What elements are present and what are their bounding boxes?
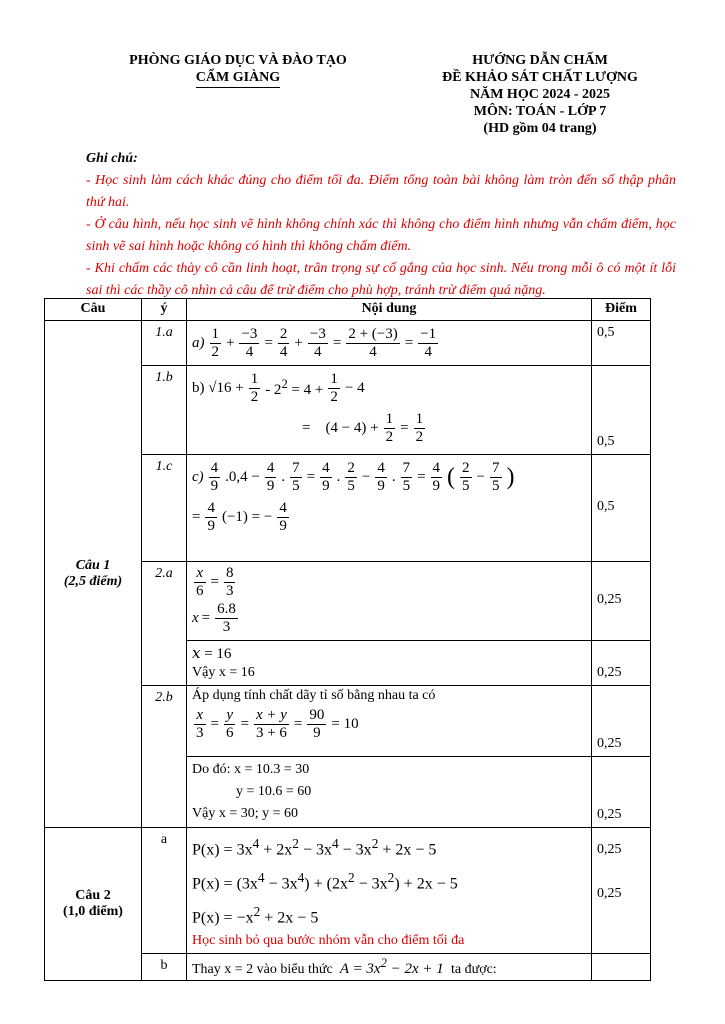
header-noi-dung: Nội dung [187,299,592,321]
content-2b-1 [187,686,592,757]
content-2b-2 [187,757,592,828]
content-1b [187,366,592,455]
content-1c [187,455,592,562]
content-2a-1 [187,562,592,641]
formula-c2a-line3: $P(x) = -x^2 + 2x - 5$ [192,903,319,926]
header-y: ý [142,299,187,321]
formula-1a: a) 1 2 + −3 4 = 2 4 + −3 4 = 2 + (−3) 4 = −1 4 [192,325,437,360]
header-diem: Điểm [592,299,651,321]
formula-1c-line1: c) 4 9 .0,4 − $\frac{4}{9}$ . 7 5 = 4 9 . 2 5 − 4 9 . 7 5 = 4 9 ( 2 5 − 7 5 ) [192,459,515,494]
text-2a-result: 𝑥 = 16 [192,646,232,662]
note-1: - Học sinh làm cách khác đúng cho điểm tối đa. Điểm tổng toàn bài không làm tròn đến số thập phân thứ hai. [86,173,676,210]
note-c2a: Học sinh bỏ qua bước nhóm vẫn cho điểm tối đa [192,932,465,948]
text-c2b-before: Thay x = 2 vào biểu thức [192,961,333,977]
school-year: NĂM HỌC 2024 - 2025 [470,87,610,102]
district-name: CẨM GIÀNG [196,69,280,88]
header-left [98,52,378,88]
text-2a-conclusion: Vậy x = 16 [192,665,255,680]
table-row [45,321,651,366]
note-3: - Khi chấm các thày cô cần linh hoạt, trân trọng sự cố gắng của học sinh. Nếu trong mỗi ô có một ít lỗi sai thì các thầy cô nhìn cả câu để trừ điểm cho phù hợp, tránh trừ điểm quá nặng. [86,261,676,298]
formula-c2b: $A = 3x^2 - 2x + 1$ [336,955,448,977]
y-1c: 1.c [142,455,187,562]
grading-table [44,298,651,981]
y-1a: 1.a [142,321,187,366]
content-2a-2 [187,641,592,686]
y-1b: 1.b [142,366,187,455]
text-2b-intro: Áp dụng tính chất dãy tỉ số bằng nhau ta có [192,688,436,703]
score-1c: 0,5 [592,455,651,562]
text-c2b-after: ta được: [451,961,497,977]
score-2b-2: 0,25 [592,757,651,828]
score-1a: 0,5 [592,321,651,366]
y-c2b: b [142,953,187,980]
content-c2b [187,953,592,980]
table-row [45,828,651,954]
formula-1c-line2: = $\frac{4}{9}$ (−1) = − $\frac{4}{9}$ [192,499,287,534]
formula-1b-line1: b) √16 + $\frac{1}{2}$ - $2^2 = 4$ + $\frac{1}{2}$ − 4 [192,370,365,405]
notes [86,148,676,302]
notes-title: Ghi chú: [86,151,138,166]
y-2b: 2.b [142,686,187,828]
page-count: (HD gồm 04 trang) [483,121,597,136]
score-c2a-1: 0,25 [597,842,622,857]
score-2a-1: 0,25 [592,562,651,641]
y-c2a: a [142,828,187,954]
formula-2a-line2: x = 6.8 3 [192,600,236,635]
header-cau: Câu [45,299,142,321]
department-name: PHÒNG GIÁO DỤC VÀ ĐÀO TẠO [129,53,347,68]
score-c2a [592,828,651,954]
exam-title: ĐỀ KHẢO SÁT CHẤT LƯỢNG [442,70,638,85]
cau1-cell [45,321,142,828]
formula-2b: x 3 = y 6 = x + y 3 + 6 = $\frac{90}{9}$ = 10 [196,706,359,741]
header-right [400,52,680,137]
cau2-cell [45,828,142,981]
formula-2a-line1: x 6 = 8 3 [196,564,234,599]
note-2: - Ở câu hình, nếu học sinh vẽ hình không chính xác thì không cho điểm hình nhưng vẫn chấm điểm, học sinh vẽ sai hình hoặc không có hình thì không chấm điểm. [86,217,676,254]
cau2-points: (1,0 điểm) [63,903,123,919]
score-c2b [592,953,651,980]
cau2-name: Câu 2 [75,887,111,903]
y-2a: 2.a [142,562,187,686]
score-2a-2: 0,25 [592,641,651,686]
content-1a [187,321,592,366]
score-2b-1: 0,25 [592,686,651,757]
doc-title: HƯỚNG DẪN CHẤM [472,53,608,68]
cau1-name: Câu 1 [75,558,111,573]
formula-c2a-line2: $P(x) = (3x^4 - 3x^4) + (2x^2 - 3x^2) + 2x - 5$ [192,870,458,893]
content-c2a [187,828,592,954]
score-c2a-2: 0,25 [597,886,622,901]
subject: MÔN: TOÁN - LỚP 7 [473,104,607,119]
text-2b-y: y = 10.6 = 60 [236,784,312,799]
text-2b-x: Do đó: x = 10.3 = 30 [192,762,310,777]
formula-c2a-line1: $P(x) = 3x^4 + 2x^2 - 3x^4 - 3x^2 + 2x - 5$ [192,836,437,859]
text-2b-conclusion: Vậy x = 30; y = 60 [192,806,299,821]
table-header-row [45,299,651,321]
cau1-points: (2,5 điểm) [63,574,123,589]
formula-1b-line2: = (4 − 4) + $\frac{1}{2}$ = 1 2 [302,410,424,445]
score-1b: 0,5 [592,366,651,455]
